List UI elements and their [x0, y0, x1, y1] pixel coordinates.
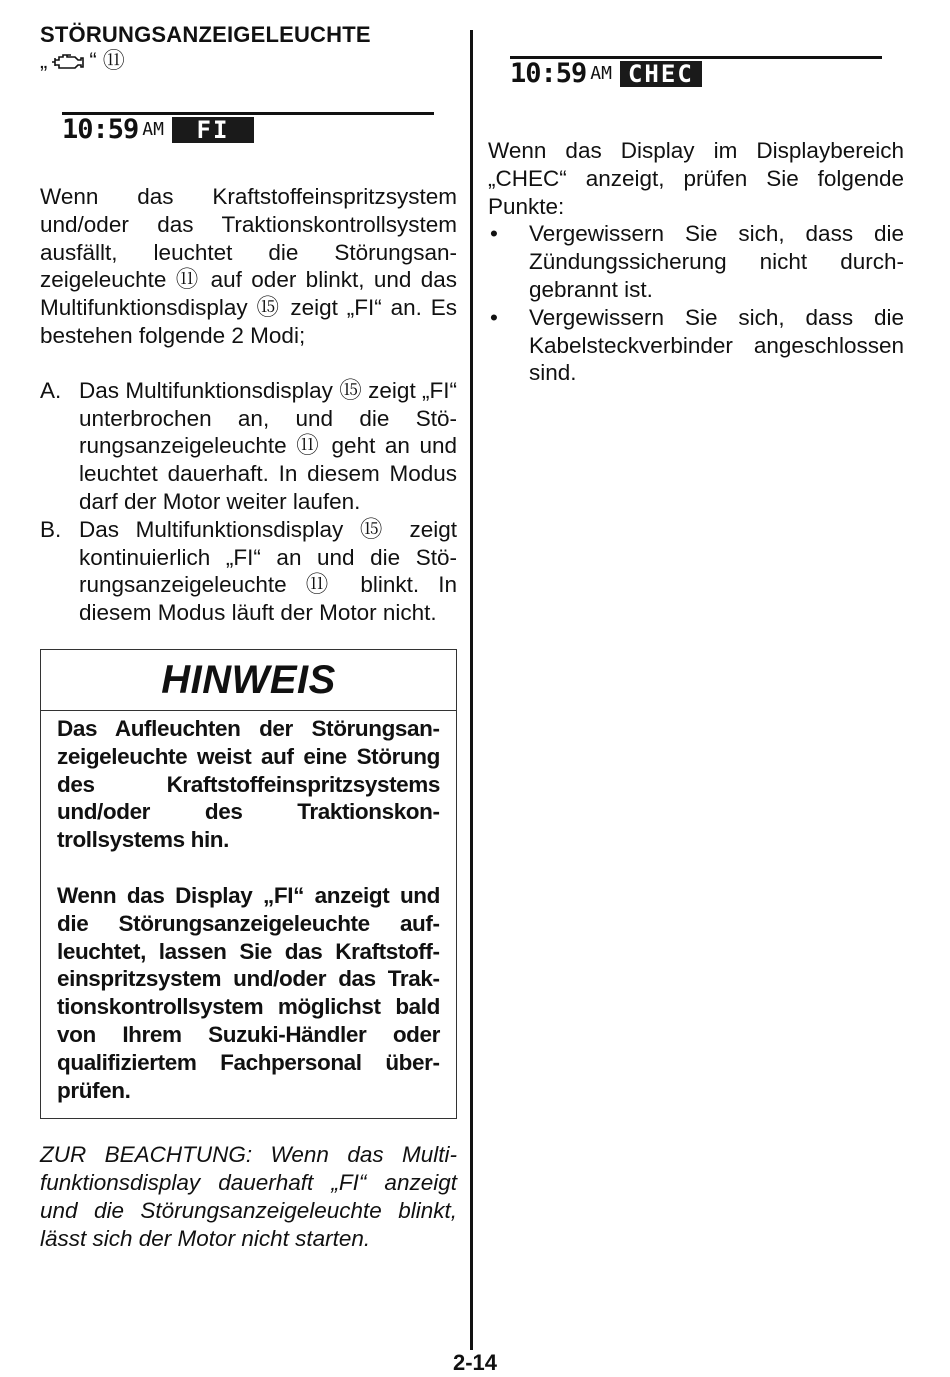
list-item	[488, 220, 904, 303]
notice-paragraph: Das Aufleuchten der Störungsanzeigeleuchte weist auf eine Störung des Kraftstoffeinspritzsystems und/oder des Traktionskontrollsystems hin.	[57, 715, 440, 853]
list-marker: A.	[40, 377, 62, 403]
display-time: 10:59	[62, 114, 139, 145]
left-column	[40, 22, 457, 1253]
mode-list	[40, 377, 457, 627]
notice-paragraph: Wenn das Display „FI“ anzeigt und die Störungsanzeigeleuchte aufleuchtet, lassen Sie das Kraftstoffeinspritzsystem und/oder das Traktionskontrollsystem möglichst bald von Ihrem Suzuki-Händler oder qualifiziertem Fachpersonal überprüfen.	[57, 882, 440, 1103]
quote-close-ref: “ ⑪	[89, 48, 125, 73]
list-text: Das Multifunktionsdisplay ⑮ zeigt „FI“ unterbrochen an, und die Störungsanzeigeleuchte ⑪ geht an und leuchtet dauerhaft. In diesem Modus darf der Motor weiter laufen.	[79, 377, 457, 514]
notice-title: HINWEIS	[41, 650, 456, 711]
display-row	[62, 115, 254, 145]
bullet-marker: •	[490, 221, 498, 247]
list-item	[488, 304, 904, 387]
list-item	[40, 377, 457, 516]
list-marker: B.	[40, 516, 62, 542]
notice-box	[40, 649, 457, 1119]
list-item	[40, 516, 457, 627]
page-number: 2-14	[452, 1350, 498, 1375]
notice-body	[41, 711, 456, 1118]
section-heading: STÖRUNGSANZEIGELEUCHTE	[40, 22, 371, 47]
display-time: 10:59	[510, 58, 587, 89]
quote-open: „	[40, 48, 48, 73]
fi-display-illustration	[40, 112, 457, 146]
bullet-marker: •	[490, 304, 498, 330]
symbol-reference	[40, 48, 457, 74]
list-text: Das Multifunktionsdisplay ⑮ zeigt kontinuierlich „FI“ an und die Störungsanzeigeleuchte ⑪ blinkt. In diesem Modus läuft der Motor nicht.	[79, 516, 457, 626]
list-text: Vergewissern Sie sich, dass die Kabelsteckverbinder angeschlossen sind.	[529, 304, 904, 386]
display-ampm: AM	[590, 63, 612, 84]
intro-paragraph: Wenn das Kraftstoffeinspritzsystem und/oder das Traktionskontrollsystem ausfällt, leuchtet die Störungsanzeigeleuchte ⑪ auf oder blinkt, und das Multifunktionsdisplay ⑮ zeigt „FI“ an. Es bestehen folgende 2 Modi;	[40, 184, 457, 348]
display-row	[510, 59, 702, 89]
column-divider	[470, 30, 473, 1350]
chec-display-illustration	[488, 56, 904, 90]
display-code: CHEC	[620, 61, 702, 87]
right-column	[488, 56, 904, 387]
check-list	[488, 220, 904, 387]
intro-paragraph: Wenn das Display im Displaybereich „CHEC“ anzeigt, prüfen Sie folgende Punkte:	[488, 138, 904, 219]
list-text: Vergewissern Sie sich, dass die Zündungssicherung nicht durchgebrannt ist.	[529, 221, 904, 302]
display-code: FI	[172, 117, 254, 143]
display-ampm: AM	[142, 119, 164, 140]
note-paragraph: ZUR BEACHTUNG: Wenn das Multifunktionsdisplay dauerhaft „FI“ anzeigt und die Störungsanzeigeleuchte blinkt, lässt sich der Motor nicht starten.	[40, 1142, 457, 1251]
engine-check-icon	[51, 50, 85, 72]
